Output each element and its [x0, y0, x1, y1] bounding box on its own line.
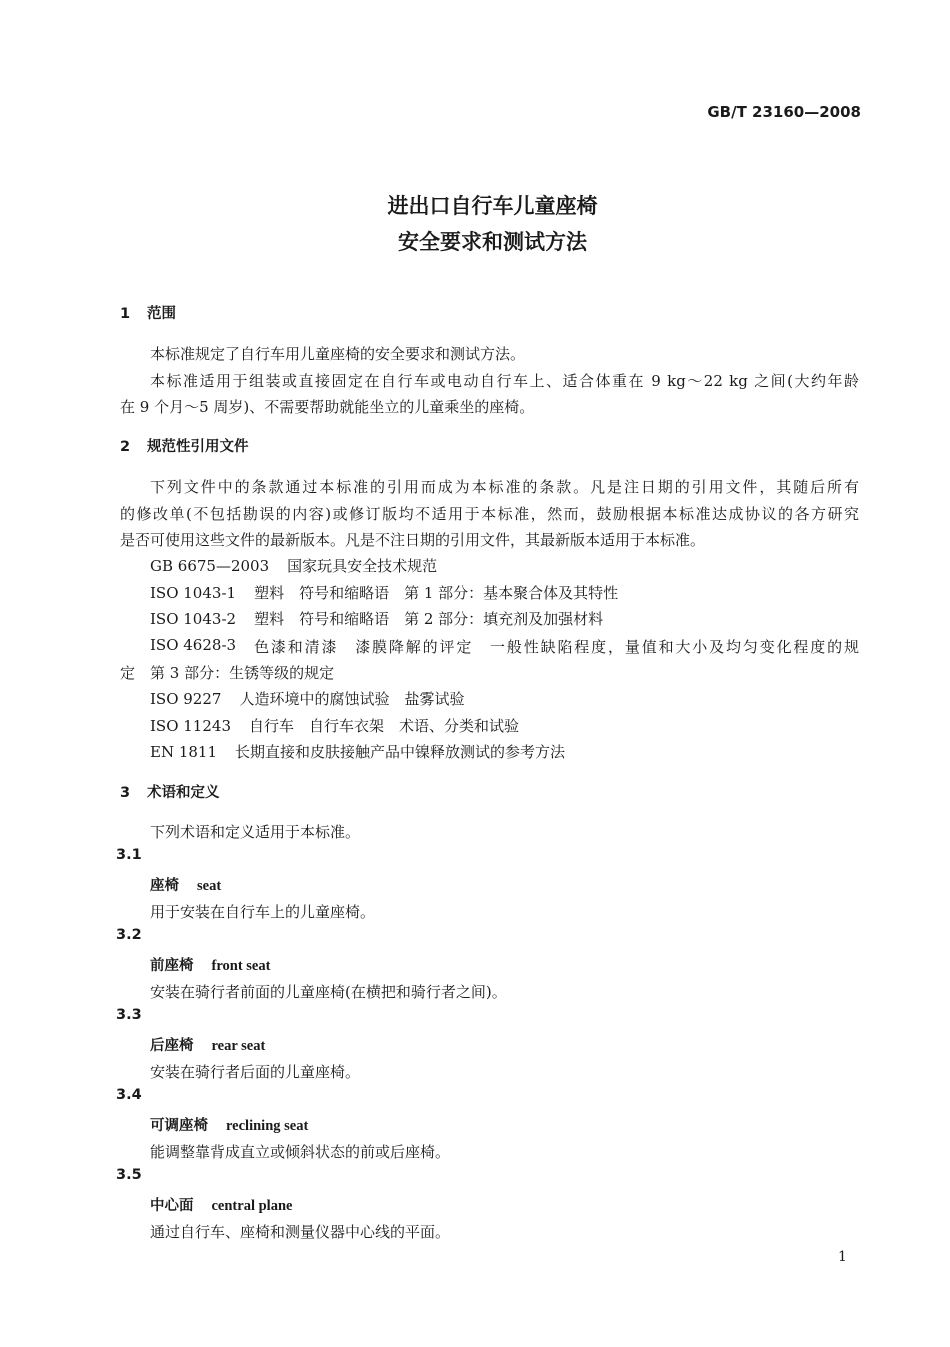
- reference-id: EN 1811: [150, 743, 218, 761]
- term-english: central plane: [211, 1198, 293, 1214]
- reference-id: ISO 9227: [150, 690, 222, 708]
- terms-intro: 下列术语和定义适用于本标准。: [150, 823, 361, 841]
- reference-item: [150, 555, 437, 576]
- section-heading-scope: [120, 302, 176, 323]
- term-chinese: 中心面: [150, 1198, 194, 1214]
- scope-paragraph-2-line-2: 在 9 个月～5 周岁)、不需要帮助就能坐立的儿童乘坐的座椅。: [120, 398, 535, 416]
- document-title-line2: 安全要求和测试方法: [398, 230, 587, 254]
- term-english: reclining seat: [226, 1118, 309, 1134]
- term-number: 3.4: [116, 1087, 142, 1103]
- reference-id: ISO 1043-1: [150, 584, 237, 602]
- term-heading: [150, 1034, 265, 1055]
- term-english: seat: [197, 878, 222, 894]
- term-chinese: 可调座椅: [150, 1118, 208, 1134]
- section-title: 范围: [147, 306, 176, 322]
- term-definition: 通过自行车、座椅和测量仪器中心线的平面。: [150, 1223, 451, 1241]
- term-heading: [150, 874, 221, 895]
- reference-id: GB 6675—2003: [150, 557, 270, 575]
- reference-title: 塑料 符号和缩略语 第 2 部分：填充剂及加强材料: [254, 610, 604, 628]
- references-intro-line-1: 下列文件中的条款通过本标准的引用而成为本标准的条款。凡是注日期的引用文件，其随后所有: [150, 478, 859, 496]
- term-heading: [150, 1114, 308, 1135]
- reference-item: [150, 608, 603, 629]
- section-heading-terms: [120, 781, 220, 802]
- term-number: 3.2: [116, 927, 142, 943]
- reference-id: ISO 1043-2: [150, 610, 237, 628]
- reference-item: [150, 715, 519, 736]
- term-definition: 安装在骑行者后面的儿童座椅。: [150, 1063, 361, 1081]
- term-heading: [150, 954, 270, 975]
- references-intro-line-3: 是否可使用这些文件的最新版本。凡是不注日期的引用文件，其最新版本适用于本标准。: [120, 531, 706, 549]
- reference-id: ISO 4628-3: [150, 636, 237, 654]
- reference-title: 长期直接和皮肤接触产品中镍释放测试的参考方法: [235, 743, 566, 761]
- reference-item: [150, 636, 859, 657]
- scope-paragraph-1: 本标准规定了自行车用儿童座椅的安全要求和测试方法。: [150, 345, 526, 363]
- reference-item: [150, 582, 618, 603]
- section-title: 规范性引用文件: [147, 439, 249, 455]
- term-heading: [150, 1194, 292, 1215]
- term-number: 3.3: [116, 1007, 142, 1023]
- term-chinese: 后座椅: [150, 1038, 194, 1054]
- scope-paragraph-2-line-1: 本标准适用于组装或直接固定在自行车或电动自行车上、适合体重在 9 kg～22 kg 之间(大约年龄: [150, 372, 859, 390]
- term-english: rear seat: [211, 1038, 266, 1054]
- term-definition: 用于安装在自行车上的儿童座椅。: [150, 903, 376, 921]
- section-number: 3: [120, 785, 131, 801]
- reference-id: ISO 11243: [150, 717, 231, 735]
- section-number: 2: [120, 439, 131, 455]
- term-definition: 能调整靠背成直立或倾斜状态的前或后座椅。: [150, 1143, 451, 1161]
- reference-title: 塑料 符号和缩略语 第 1 部分：基本聚合体及其特性: [254, 584, 619, 602]
- reference-title: 自行车 自行车衣架 术语、分类和试验: [248, 717, 519, 735]
- reference-item: [150, 688, 464, 709]
- term-english: front seat: [211, 958, 271, 974]
- reference-item-continuation: 定 第 3 部分：生锈等级的规定: [120, 664, 335, 682]
- reference-title: 国家玩具安全技术规范: [287, 557, 438, 575]
- term-definition: 安装在骑行者前面的儿童座椅(在横把和骑行者之间)。: [150, 983, 507, 1001]
- term-number: 3.1: [116, 847, 142, 863]
- section-title: 术语和定义: [147, 785, 220, 801]
- term-chinese: 前座椅: [150, 958, 194, 974]
- section-heading-normative-references: [120, 435, 249, 456]
- standard-code: GB/T 23160—2008: [707, 103, 861, 121]
- term-number: 3.5: [116, 1167, 142, 1183]
- reference-title: 色漆和清漆 漆膜降解的评定 一般性缺陷程度，量值和大小及均匀变化程度的规: [254, 638, 859, 656]
- section-number: 1: [120, 306, 131, 322]
- document-title-line1: 进出口自行车儿童座椅: [387, 194, 598, 218]
- references-intro-line-2: 的修改单(不包括勘误的内容)或修订版均不适用于本标准，然而，鼓励根据本标准达成协议的各方研究: [120, 505, 859, 523]
- term-chinese: 座椅: [150, 878, 179, 894]
- page-number: 1: [838, 1249, 847, 1265]
- reference-title: 人造环境中的腐蚀试验 盐雾试验: [239, 690, 465, 708]
- reference-item: [150, 741, 565, 762]
